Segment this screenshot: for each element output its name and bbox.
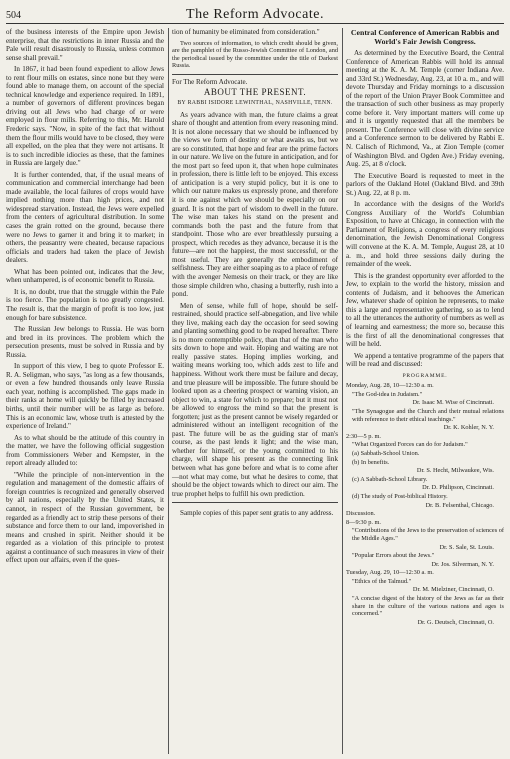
programme-entry: 2:30—5 p. m. — [346, 432, 381, 440]
column-divider — [342, 28, 343, 754]
paragraph: The Russian Jew belongs to Russia. He was born and bred in its provinces. The problem which the persecution presents, must be solved in Russia and by Russia. — [6, 325, 164, 359]
paragraph: It is, no doubt, true that the struggle within the Pale is too fierce. The population is too greatly congested. The result is, that the margin of profit is too low, just enough for bare subsistence. — [6, 287, 164, 322]
column-2 — [172, 28, 338, 521]
programme-list — [346, 382, 504, 626]
conference-heading: Central Conference of American Rabbis and World's Fair Jewish Congress. — [350, 28, 500, 46]
paragraph: "While the principle of non-intervention in the regulation and management of the domestic affairs of foreign countries is recognized and generally observed by all nations, especially by the United States, it cannot, in respect of the Russian government, be regarded as a friendly act to strip these persons of their substance and force them to our land, impoverished in means and crushed in spirit. Neither should it be regarded as a violation of this principle to protest against a continuance of such measures in view of their effect upon our affairs, even if the ques- — [6, 470, 164, 565]
programme-entry: Dr. Isaac M. Wise of Cincinnati. — [412, 399, 494, 407]
article-divider — [172, 502, 338, 503]
paragraph: In accordance with the designs of the World's Congress Auxiliary of the World's Columbian Exposition, to have at Chicago, in connection with the Parliament of Religions, a congress of every religious denomination, the Jewish Denominational Congress will convene at the K. A. M. Temple, August 28, at 10 a. m., and hold three sessions daily during the remainder of the week. — [346, 200, 504, 269]
paragraph: tion of humanity be eliminated from consideration." — [172, 28, 320, 36]
paragraph: The Executive Board is requested to meet in the parlors of the Oakland Hotel (Oakland Blvd. and 39th St.) Aug. 22, at 8 p. m. — [346, 171, 504, 197]
article-title: ABOUT THE PRESENT. — [203, 87, 307, 98]
programme-entry: Dr. M. Mielziner, Cincinnati, O. — [412, 586, 494, 594]
programme-entry: "A concise digest of the history of the Jews as far as their share in the culture of the various nations and ages is concerned." — [352, 595, 504, 618]
paragraph: It is further contended, that, if the usual means of communication and commercial interchange had been made available, the local failures of crops would have implied nothing more than high prices, and not widespread starvation. Instead, the Jews were expelled from the centers of agricultural distribution. In some cases the grain rotted on the ground, because there were no Jews to garner it and bring it to market; in others, the peasantry were cheated, because rapacious officials and traders had taken the place of Jewish dealers. — [6, 170, 164, 265]
paragraph: In 1867, it had been found expedient to allow Jews to rent flour mills on estates, since none but they were found able to manage them, on account of the special technical knowledge and experience required. In 1891, a number of governors of different provinces began driving out all Jews who had charge of or were employed in flour mills. Referring to this, Mr. Harold Frederic says. "Now, in spite of the fact that without them the flour mills would have to be closed, they were all expelled, on the plea that they were not artisans. It is to such incredible idiocies as these, that the famines in Russia are largely due." — [6, 65, 164, 168]
section-label: For The Reform Advocate. — [172, 77, 248, 86]
programme-entry: Dr. B. Felsenthal, Chicago. — [425, 501, 494, 509]
column-1 — [6, 28, 164, 568]
programme-entry: 8—9:30 p. m. — [346, 518, 381, 526]
programme-entry: "Contributions of the Jews to the preservation of sciences of the Middle Ages." — [352, 527, 504, 542]
programme-entry: Dr. K. Kohler, N. Y. — [443, 424, 494, 432]
masthead-title: The Reform Advocate. — [186, 7, 324, 22]
paragraph: We append a tentative programme of the papers that will be read and discussed: — [346, 351, 504, 369]
programme-entry: "Popular Errors about the Jews." — [352, 552, 435, 560]
article-byline: BY RABBI ISIDORE LEWINTHAL, NASHVILLE, TENN. — [177, 100, 333, 107]
programme-entry: Tuesday, Aug. 29, 10—12:30 a. m. — [346, 569, 434, 577]
programme-entry: Dr. D. Philipson, Cincinnati. — [422, 484, 494, 492]
programme-entry: Dr. S. Hecht, Milwaukee, Wis. — [416, 467, 494, 475]
programme-entry: "What Organized Forces can do for Judaism." — [352, 441, 468, 449]
programme-entry: (a) Sabbath-School Union. — [352, 449, 420, 457]
article-divider — [172, 74, 338, 75]
programme-entry: Discussion. — [346, 510, 376, 518]
paragraph: of the business interests of the Empire upon Jewish enterprise, that the restrictions in inner Russia and the Pale will result disastrously to Russia, unless common sense shall prevail." — [6, 28, 164, 62]
programme-entry: (b) In benefits. — [352, 458, 390, 466]
paragraph: This is the grandest opportunity ever afforded to the Jew, to explain to the world the history, mission and contents of Judaism, and it behooves the American Jew, whatever shade of opinion he represents, to make this a large and representative gathering, so as to lend to all the utterances the authority of numbers as well as of learning and earnestness; the more so, because this is the first of all the denominational congresses that will be held. — [346, 271, 504, 349]
sample-copies-notice: Sample copies of this paper sent gratis to any address. — [180, 509, 334, 518]
programme-entry: Monday, Aug. 28, 10—12:30 a. m. — [346, 382, 434, 390]
page-number: 504 — [6, 10, 21, 21]
programme-entry: Dr. Jos. Silverman, N. Y. — [431, 560, 494, 568]
column-divider — [168, 28, 169, 754]
paragraph: As years advance with man, the future claims a great share of thought and attention from every reasoning mind. It is not alone necessary that we should be influenced by the views we form of destiny or what awaits us, but we are so constituted, that hope and fear are the prime factors in our nature. We live on the future in anticipation, and for the most part so feed upon it, that when hope culminates in profession, there is little left to be enjoyed. This excess of anticipation is a very stupid policy, but it is one to which our nature makes us expressly prone, and therefore it is one against which we should be especially on our guard. It is not the part of wisdom to dwell in the future. The wise man takes his stand on the present and commands both the past and the future from that standpoint. Those who are ever breathlessly pursuing a prospect, which recedes as they advance, because it is the future—are not the happiest, the most successful, or the most useful. They are generally the embodiment of selfishness. They are either soaping as to a place of refuge with the avenger Nemesis on their track, or they are like those simple children who, chasing a butterfly, rush into a pond. — [172, 110, 338, 299]
programme-entry: "The God-idea in Judaism." — [352, 390, 423, 398]
programme-entry: Dr. S. Sale, St. Louis. — [439, 543, 494, 551]
page-header — [6, 6, 504, 28]
column-3 — [346, 28, 504, 627]
programme-entry: "The Synagogue and the Church and their mutual relations with reference to their ethical teachings." — [352, 408, 504, 423]
programme-entry: (d) The study of Post-biblical History. — [352, 492, 448, 500]
programme-entry: Dr. G. Deutsch, Cincinnati, O. — [417, 618, 494, 626]
header-rule — [6, 23, 504, 24]
programme-entry: "Ethics of the Talmud." — [352, 577, 412, 585]
paragraph: In support of this view, I beg to quote Professor E. R. A. Seligman, who says, "as long as a few thousands, or even a few hundred thousands only leave Russia each year, nothing is accomplished. The gaps made in their ranks at home will quickly be filled by increased births, until their number will be as large as before. This is an economic law, whose truth is attested by the experience of Ireland." — [6, 362, 164, 431]
paragraph: As determined by the Executive Board, the Central Conference of American Rabbis will hold its annual meeting at the K. A. M. Temple (corner Indiana Ave. and 33rd St.) Wednesday, Aug. 23, at 10 a. m., and will devote Thursday and Friday mornings to a discussion of the report of the Union Prayer Book Committee and the transaction of such other business as may properly come before it. Very important matters will come up and it is urgently requested that all the members be present. The Conference will close with divine service and a Conference sermon to be delivered by Rabbi E. N. Calisch of Richmond, Va., at Zion Temple (corner of Washington Blvd. and Ogden Ave.) Friday evening, Aug. 25, at 8 o'clock. — [346, 49, 504, 169]
paragraph: What has been pointed out, indicates that the Jew, when unhampered, is of economic benefit to Russia. — [6, 267, 164, 285]
programme-entry: (c) A Sabbath-School Library. — [352, 475, 428, 483]
paragraph: As to what should be the attitude of this country in the matter, we have the following official suggestion from Commissioners Weber and Kempster, in the report already alluded to: — [6, 433, 164, 468]
programme-label: PROGRAMME. — [402, 372, 448, 379]
paragraph: Men of sense, while full of hope, should be self-restrained, should practice self-abnegation, and live while they live, making each day the occasion for seed sowing and planting something good to be reaped hereafter. There is no more contemptible policy, than that of the man who sits down to hope and wait. Hoping and waiting are not really passive states. Hoping implies working, and waiting means working too, which adds zest to life and happiness. Without work there must be failure and decay, and true pleasure will be impossible. The future should be looked upon as a cheering prospect or warning vision, an object to win, a state for which to prepare; but it must not be allowed to engross the mind so that the present is forgotten; just as the present cannot be wisely regarded or administered without an intelligent recognition of the past. The future will be as the guiding star of man's course, as the past lends it light; and the wise man, whether for himself, or the young committed to his charge, will shape his present as the connecting link between what has gone before and what is to come after—not what may come, but what he desires to come, that should be the object towards which to direct our aim. The true prophet helps to fulfill his own prediction. — [172, 301, 338, 498]
source-note: Two sources of information, to which credit should be given, are the pamphlet of the Russo-Jewish Committee of London, and the periodical issued by the committee under the title of Darkest Russia. — [172, 39, 338, 70]
